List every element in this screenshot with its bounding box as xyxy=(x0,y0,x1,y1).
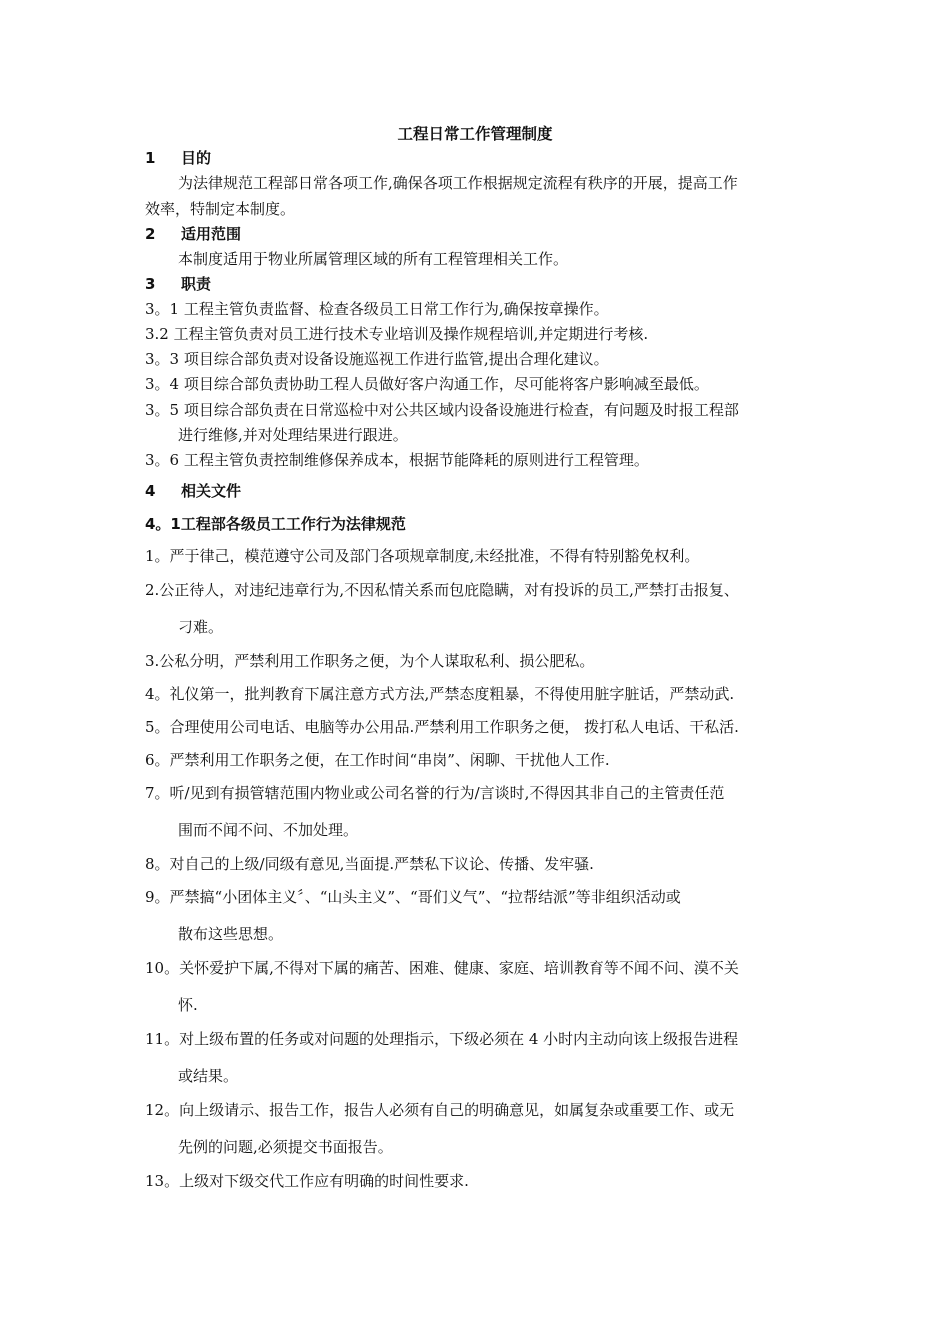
rule-item-continuation: 刁难。 xyxy=(178,618,224,636)
rule-item-continuation: 围而不闻不问、不加处理。 xyxy=(178,821,359,839)
list-item: 3。3 项目综合部负责对设备设施巡视工作进行监管,提出合理化建议。 xyxy=(145,350,609,368)
rule-item: 13。上级对下级交代工作应有明确的时间性要求. xyxy=(145,1172,469,1190)
rule-item: 5。合理使用公司电话、电脑等办公用品.严禁利用工作职务之便， 拨打私人电话、干私活. xyxy=(145,718,739,736)
rule-item-continuation: 先例的问题,必须提交书面报告。 xyxy=(178,1138,393,1156)
rule-item: 2.公正待人，对违纪违章行为,不因私情关系而包庇隐瞒，对有投诉的员工,严禁打击报复、 xyxy=(145,581,739,599)
document-title: 工程日常工作管理制度 xyxy=(397,125,553,143)
list-item: 3。4 项目综合部负责协助工程人员做好客户沟通工作，尽可能将客户影响减至最低。 xyxy=(145,375,709,393)
section-heading xyxy=(145,274,211,294)
rule-item-continuation: 怀. xyxy=(178,996,198,1014)
section-heading xyxy=(145,224,241,244)
rule-item: 6。严禁利用工作职务之便，在工作时间“串岗”、闲聊、干扰他人工作. xyxy=(145,751,610,769)
rule-item: 3.公私分明，严禁利用工作职务之便，为个人谋取私利、损公肥私。 xyxy=(145,652,595,670)
section-number: 2 xyxy=(145,225,156,243)
rule-item: 9。严禁搞“小团体主义〞、“山头主义”、“哥们义气”、“拉帮结派”等非组织活动或 xyxy=(145,888,681,906)
rule-item: 10。关怀爱护下属,不得对下属的痛苦、困难、健康、家庭、培训教育等不闻不问、漠不关 xyxy=(145,959,739,977)
subsection-title: 4。1工程部各级员工工作行为法律规范 xyxy=(145,515,406,533)
section-title: 适用范围 xyxy=(181,225,242,243)
section-title: 相关文件 xyxy=(181,482,242,500)
rule-item: 4。礼仪第一，批判教育下属注意方式方法,严禁态度粗暴，不得使用脏字脏话，严禁动武. xyxy=(145,685,735,703)
paragraph-line: 为法律规范工程部日常各项工作,确保各项工作根据规定流程有秩序的开展，提高工作 xyxy=(178,174,738,192)
rule-item-continuation: 散布这些思想。 xyxy=(178,925,284,943)
section-number: 3 xyxy=(145,275,156,293)
section-heading xyxy=(145,481,241,501)
paragraph-line: 效率，特制定本制度。 xyxy=(145,200,296,218)
paragraph-line: 本制度适用于物业所属管理区域的所有工程管理相关工作。 xyxy=(178,250,569,268)
list-item: 3。1 工程主管负责监督、检查各级员工日常工作行为,确保按章操作。 xyxy=(145,300,609,318)
rule-item-continuation: 或结果。 xyxy=(178,1067,239,1085)
section-number: 4 xyxy=(145,482,156,500)
list-item-continuation: 进行维修,并对处理结果进行跟进。 xyxy=(178,426,408,444)
section-title: 职责 xyxy=(181,275,212,293)
list-item: 3.2 工程主管负责对员工进行技术专业培训及操作规程培训,并定期进行考核. xyxy=(145,325,649,343)
section-number: 1 xyxy=(145,149,156,167)
section-heading xyxy=(145,148,211,168)
rule-item: 12。向上级请示、报告工作，报告人必须有自己的明确意见，如属复杂或重要工作、或无 xyxy=(145,1101,735,1119)
list-item: 3。5 项目综合部负责在日常巡检中对公共区域内设备设施进行检查，有问题及时报工程部 xyxy=(145,401,739,419)
list-item: 3。6 工程主管负责控制维修保养成本，根据节能降耗的原则进行工程管理。 xyxy=(145,451,649,469)
rule-item: 8。对自己的上级/同级有意见,当面提.严禁私下议论、传播、发牢骚. xyxy=(145,855,594,873)
rule-item: 1。严于律己，模范遵守公司及部门各项规章制度,未经批准，不得有特别豁免权利。 xyxy=(145,547,700,565)
rule-item: 11。对上级布置的任务或对问题的处理指示，下级必须在 4 小时内主动向该上级报告进程 xyxy=(145,1030,739,1048)
rule-item: 7。听/见到有损管辖范围内物业或公司名誉的行为/言谈时,不得因其非自己的主管责任范 xyxy=(145,784,725,802)
section-title: 目的 xyxy=(181,149,212,167)
